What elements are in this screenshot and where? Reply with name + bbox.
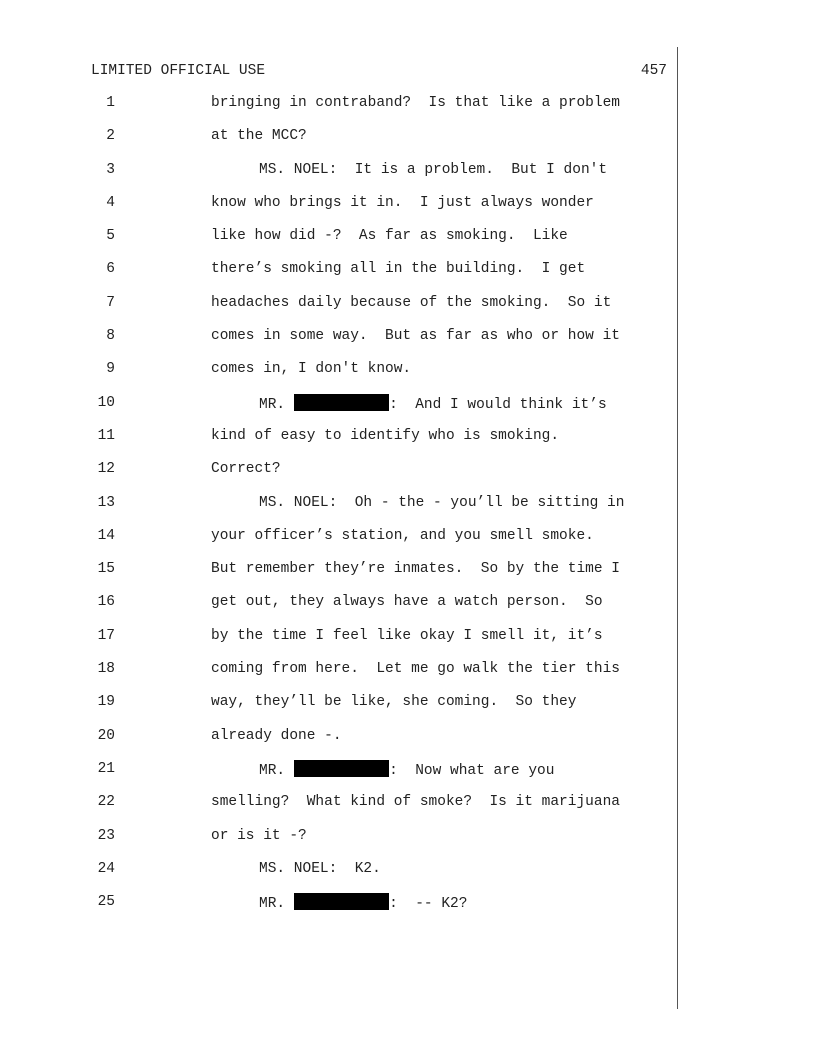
line-number: 14	[97, 527, 115, 544]
line-text: MS. NOEL: K2.	[259, 860, 381, 877]
transcript-line-17	[0, 627, 700, 660]
line-text	[259, 760, 554, 780]
redaction-box	[294, 893, 389, 910]
line-text: get out, they always have a watch person. So	[211, 594, 603, 611]
line-text: headaches daily because of the smoking. So it	[211, 294, 612, 311]
line-number: 1	[106, 95, 115, 111]
transcript-line-13	[0, 494, 700, 527]
transcript-line-9	[0, 360, 700, 393]
transcript-line-5	[0, 227, 700, 260]
line-text: there’s smoking all in the building. I get	[211, 261, 586, 278]
speaker-label: MR.	[259, 896, 286, 913]
transcript-line-6	[0, 260, 700, 293]
transcript-line-18	[0, 660, 700, 693]
line-text: comes in some way. But as far as who or how it	[211, 328, 620, 345]
line-number: 16	[97, 594, 115, 611]
line-text: way, they’ll be like, she coming. So they	[211, 694, 577, 711]
line-text: But remember they’re inmates. So by the time I	[211, 561, 620, 578]
transcript-line-3	[0, 161, 700, 194]
line-number: 24	[97, 860, 115, 877]
transcript-lines	[0, 94, 700, 926]
line-number: 18	[97, 661, 115, 678]
line-text: MS. NOEL: It is a problem. But I don't	[259, 161, 608, 178]
line-number: 10	[97, 394, 115, 411]
line-number: 4	[106, 194, 115, 211]
transcript-line-2	[0, 127, 700, 160]
redaction-box	[294, 394, 389, 411]
line-text: already done -.	[211, 727, 342, 744]
line-number: 11	[97, 427, 115, 444]
transcript-line-4	[0, 194, 700, 227]
transcript-line-12	[0, 460, 700, 493]
transcript-line-22	[0, 793, 700, 826]
line-text: coming from here. Let me go walk the tier this	[211, 661, 620, 678]
line-number: 2	[106, 128, 115, 145]
transcript-line-21	[0, 760, 700, 793]
line-text	[259, 893, 467, 913]
transcript-line-7	[0, 294, 700, 327]
line-number: 6	[106, 261, 115, 278]
transcript-line-16	[0, 593, 700, 626]
line-text: MS. NOEL: Oh - the - you’ll be sitting in	[259, 494, 625, 511]
line-text: or is it -?	[211, 827, 307, 844]
line-number: 9	[106, 361, 115, 378]
transcript-line-1	[0, 94, 700, 127]
line-number: 15	[97, 561, 115, 578]
line-text: at the MCC?	[211, 128, 307, 145]
transcript-line-20	[0, 727, 700, 760]
line-number: 25	[97, 894, 115, 911]
line-number: 8	[106, 328, 115, 345]
line-number: 19	[97, 694, 115, 711]
line-number: 17	[97, 627, 115, 644]
line-number: 23	[97, 827, 115, 844]
line-text: kind of easy to identify who is smoking.	[211, 427, 560, 444]
line-text: by the time I feel like okay I smell it, it’s	[211, 627, 603, 644]
speech-text: : -- K2?	[389, 896, 468, 913]
transcript-line-23	[0, 827, 700, 860]
transcript-line-19	[0, 693, 700, 726]
line-text: comes in, I don't know.	[211, 361, 412, 378]
line-number: 7	[106, 294, 115, 311]
transcript-line-15	[0, 560, 700, 593]
speech-text: : Now what are you	[389, 762, 555, 779]
line-number: 22	[97, 794, 115, 811]
speaker-label: MR.	[259, 762, 286, 779]
line-number: 21	[97, 760, 115, 777]
transcript-line-14	[0, 527, 700, 560]
line-text: know who brings it in. I just always wonder	[211, 194, 594, 211]
line-text: bringing in contraband? Is that like a problem	[211, 95, 620, 111]
transcript-line-24	[0, 860, 700, 893]
speaker-label: MR.	[259, 396, 286, 413]
transcript-line-11	[0, 427, 700, 460]
classification-header: LIMITED OFFICIAL USE	[91, 63, 266, 79]
redaction-box	[294, 760, 389, 777]
line-number: 12	[97, 461, 115, 478]
line-text: your officer’s station, and you smell smoke.	[211, 527, 594, 544]
transcript-line-8	[0, 327, 700, 360]
line-number: 5	[106, 228, 115, 245]
line-text: smelling? What kind of smoke? Is it marijuana	[211, 794, 620, 811]
line-text	[259, 394, 607, 414]
line-number: 3	[106, 161, 115, 178]
transcript-line-10	[0, 394, 700, 427]
line-number: 13	[97, 494, 115, 511]
transcript-line-25	[0, 893, 700, 926]
page-number: 457	[640, 63, 667, 79]
line-text: like how did -? As far as smoking. Like	[211, 228, 568, 245]
line-text: Correct?	[211, 461, 281, 478]
line-number: 20	[97, 727, 115, 744]
speech-text: : And I would think it’s	[389, 396, 607, 413]
